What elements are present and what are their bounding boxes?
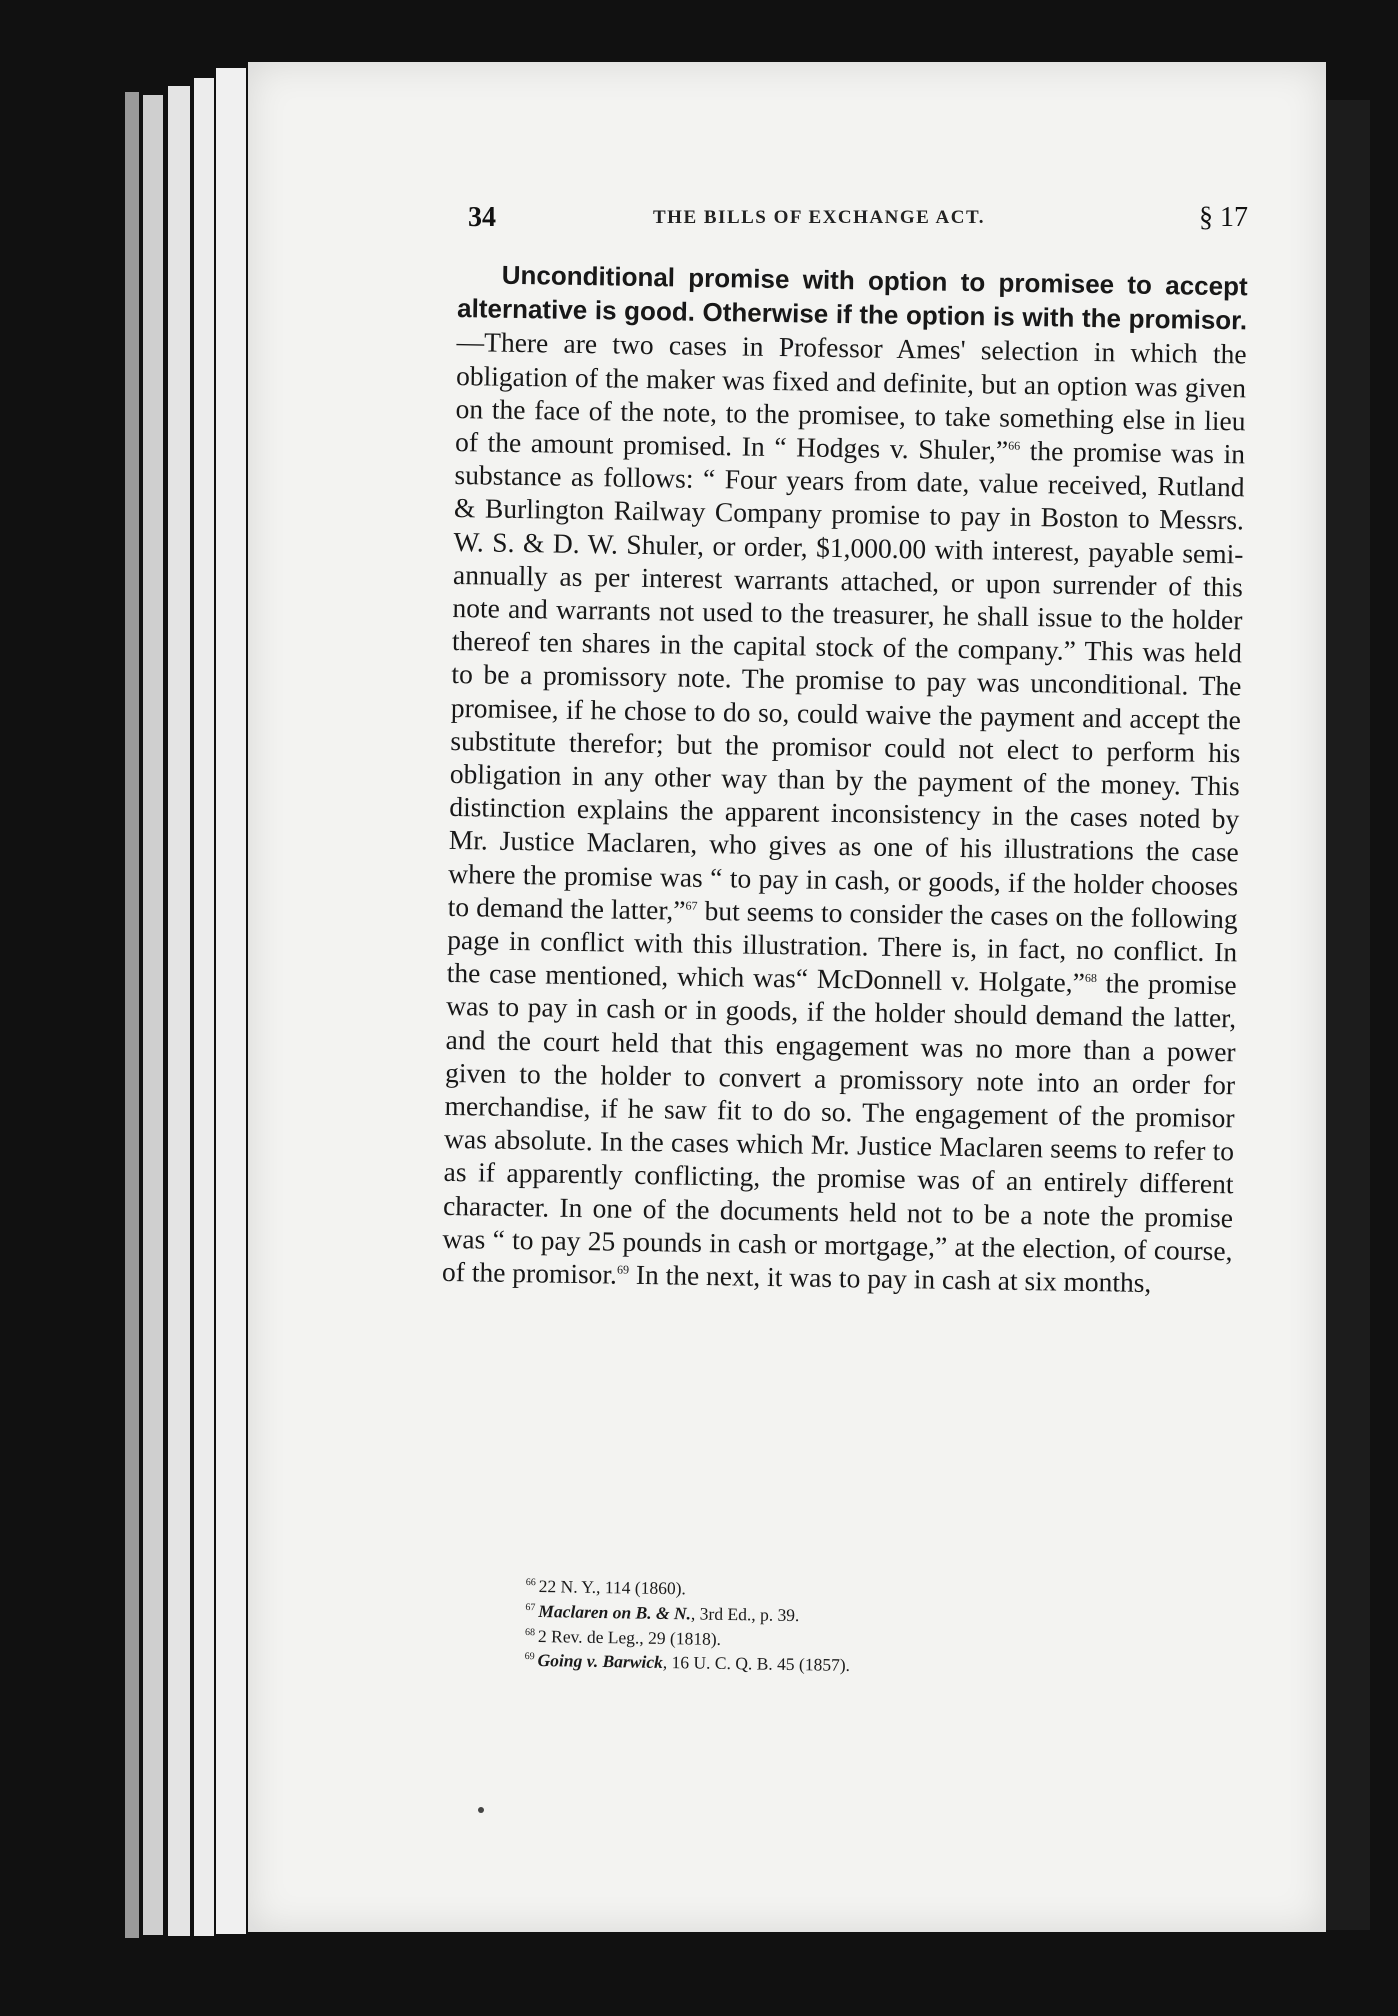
text-segment: the promise was in substance as follows: “ Four years from date, value received, Rutland & Burlington Railway Company promise to pay in Boston to Messrs. W. S. & D. W. Shuler, or order, $1,000.00 with interest, payable semi-annually as per interest warrants attached, or upon surrender of this note and warrants not used to the treasurer, he shall issue to the holder thereof ten shares in the capital stock of the company.” This was held to be a promissory note. The promise to pay was unconditional. The promisee, if he chose to do so, could waive the payment and accept the substitute therefor; but the promisor could not elect to perform his obligation in any other way than by the payment of the money. This distinction explains the apparent inconsistency in the cases noted by Mr. Justice Maclaren, who gives as one of his illustrations the case where the promise was “ to pay in cash, or goods, if the holder chooses to demand the latter,” [447,434,1246,926]
text-segment: —There are two cases in Professor Ames' selection in which the obligation of the maker was fixed and definite, but an option was given on the face of the note, to the promisee, to take something else in lieu of the amount promised. In “ Hodges v. Shuler,” [454,326,1247,466]
ink-speck [478,1807,484,1813]
page-edge [194,78,214,1936]
paragraph [442,257,1248,1301]
page [248,62,1326,1932]
text-segment: In the next, it was to pay in cash at six months, [628,1258,1152,1299]
footnote-mark: 68 [524,1626,536,1638]
footnote-citation: Maclaren on B. & N. [538,1600,692,1624]
footnote-mark: 66 [525,1576,536,1589]
running-title: THE BILLS OF EXCHANGE ACT. [653,207,985,228]
footnote-text: 2 Rev. de Leg., 29 (1818). [537,1625,722,1649]
page-edge [168,86,190,1936]
body-text [442,257,1248,1301]
footnote-text: , 16 U. C. Q. B. 45 (1857). [662,1652,851,1676]
footnote-ref: 67 [685,898,698,913]
section-number: § 17 [1199,202,1248,233]
page-edge [216,68,246,1934]
footnote-mark: 67 [525,1601,536,1613]
footnote-citation: Going v. Barwick [537,1650,664,1673]
footnote-mark: 69 [524,1651,535,1663]
footnote-ref: 66 [1008,438,1021,453]
page-number: 34 [468,202,496,233]
text-segment: but seems to consider the cases on the following page in conflict with this illustration. There is, in fact, no conflict. In the case mentioned, which was“ McDonnell v. Holgate,” [446,894,1238,999]
footnote-ref: 69 [616,1262,630,1277]
footnote-ref: 68 [1084,971,1097,986]
paragraph-heading: Unconditional promise with option to promisee to accept alternative is good. Otherwise if the option is with the promisor. [456,259,1248,336]
footnotes [524,1572,1045,1679]
page-edge [125,92,139,1938]
page-edge [143,95,163,1935]
text-segment: the promise was to pay in cash or in goods, if the holder should demand the latter, and the court held that this engagement was no more than a power given to the holder to convert a promissory note into an order for merchandise, if he saw fit to do so. The engagement of the promisor was absolute. In the cases which Mr. Justice Maclaren seems to refer to as if apparently conflicting, the promise was of an entirely different character. In one of the documents held not to be a note the promise was “ to pay 25 pounds in cash or mortgage,” at the election, of course, of the promisor. [441,967,1237,1290]
page-header [468,202,1248,242]
footnote-text: 22 N. Y., 114 (1860). [538,1576,687,1599]
footnote-text: , 3rd Ed., p. 39. [690,1603,800,1625]
